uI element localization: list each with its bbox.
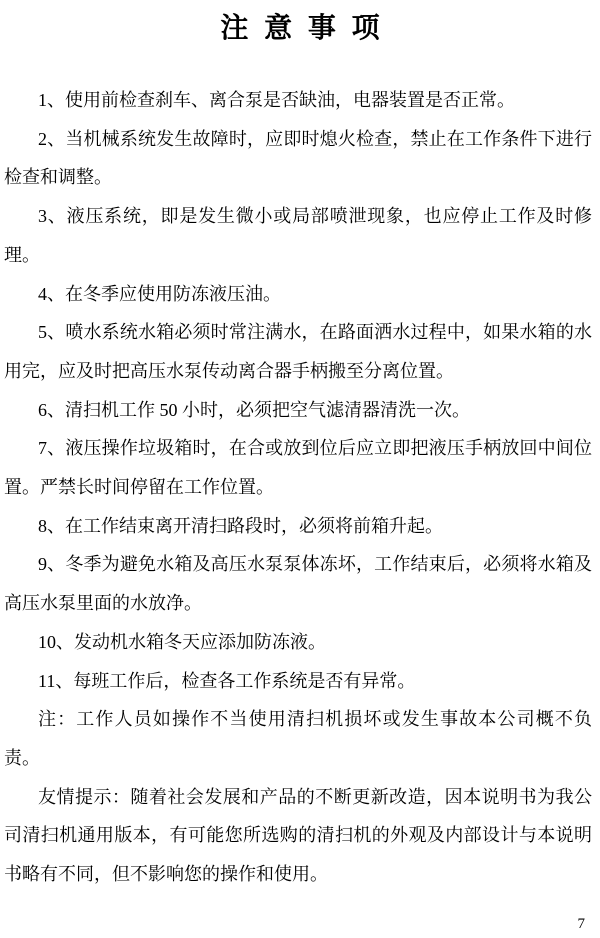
precaution-item-9: 9、冬季为避免水箱及高压水泵泵体冻坏，工作结束后，必须将水箱及高压水泵里面的水放净。 (4, 554, 592, 614)
precaution-item-7: 7、液压操作垃圾箱时，在合或放到位后应立即把液压手柄放回中间位置。严禁长时间停留在工作位置。 (4, 438, 592, 498)
note-line: 注：工作人员如操作不当使用清扫机损坏或发生事故本公司概不负责。 (4, 709, 592, 768)
precaution-item-2: 2、当机械系统发生故障时，应即时熄火检查，禁止在工作条件下进行检查和调整。 (4, 128, 592, 188)
precaution-item-5: 5、喷水系统水箱必须时常注满水，在路面洒水过程中，如果水箱的水用完，应及时把高压水泵传动离合器手柄搬至分离位置。 (4, 322, 592, 381)
friendly-tip: 友情提示：随着社会发展和产品的不断更新改造，因本说明书为我公司清扫机通用版本，有可能您所选购的清扫机的外观及内部设计与本说明书略有不同，但不影响您的操作和使用。 (4, 786, 592, 885)
precaution-item-1: 1、使用前检查刹车、离合泵是否缺油，电器装置是否正常。 (38, 90, 515, 110)
precaution-item-3: 3、液压系统，即是发生微小或局部喷泄现象，也应停止工作及时修理。 (4, 206, 592, 265)
precaution-item-11: 11、每班工作后，检查各工作系统是否有异常。 (38, 670, 416, 691)
page-title: 注 意 事 项 (220, 12, 384, 43)
precaution-item-6: 6、清扫机工作 50 小时，必须把空气滤清器清洗一次。 (38, 399, 470, 420)
precaution-item-10: 10、发动机水箱冬天应添加防冻液。 (38, 631, 326, 652)
precautions-list (0, 81, 600, 894)
page-number: 7 (577, 916, 585, 932)
precaution-item-4: 4、在冬季应使用防冻液压油。 (38, 283, 281, 304)
precaution-item-8: 8、在工作结束离开清扫路段时，必须将前箱升起。 (38, 515, 443, 536)
